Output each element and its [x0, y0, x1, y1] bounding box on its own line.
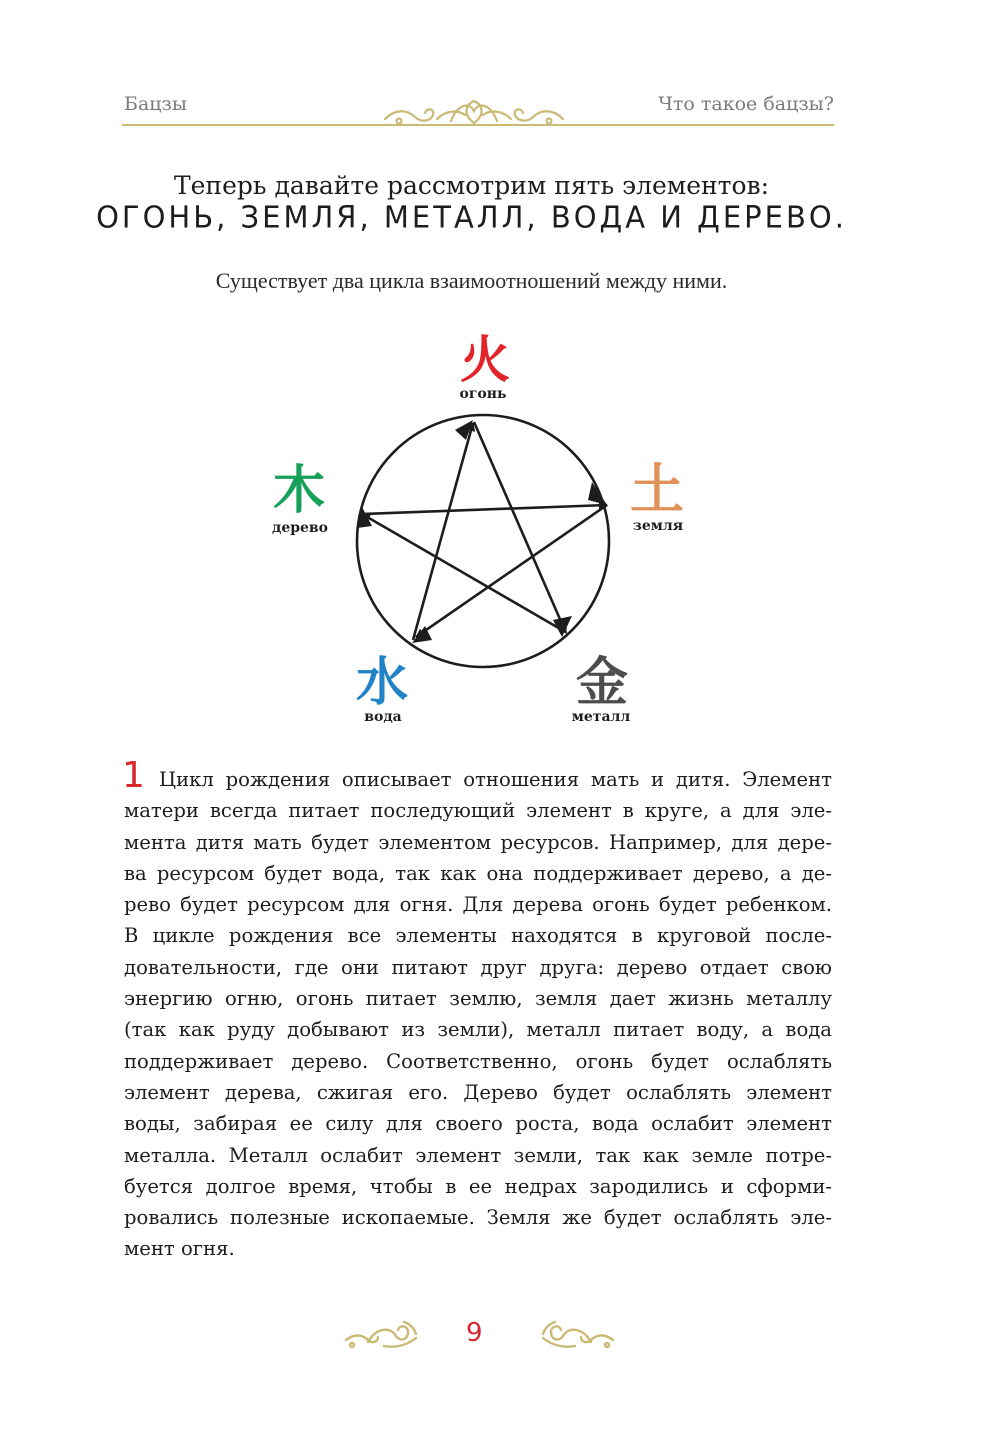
- footer-ornament-left-icon: [344, 1318, 422, 1352]
- body-line: довательности, где они питают друг друга: дерево отдает свою: [124, 955, 832, 979]
- metal-label: металл: [571, 709, 631, 725]
- drop-cap-number: 1: [122, 755, 145, 796]
- body-line: энергию огню, огонь питает землю, земля дает жизнь металлу: [124, 987, 832, 1011]
- wood-glyph: 木: [272, 461, 326, 521]
- star-line-wood-earth: [362, 505, 607, 514]
- running-header-right: Что такое бацзы?: [658, 93, 834, 115]
- footer-ornament-right-icon: [537, 1318, 615, 1352]
- section-title-elements: ОГОНЬ, ЗЕМЛЯ, МЕТАЛЛ, ВОДА И ДЕРЕВО.: [96, 199, 847, 235]
- wood-label: дерево: [272, 520, 328, 536]
- metal-glyph: 金: [575, 653, 629, 713]
- body-line: ровались полезные ископаемые. Земля же будет ослаблять эле-: [124, 1206, 832, 1230]
- body-line: мент огня.: [124, 1237, 235, 1261]
- star-line-water-fire: [413, 423, 473, 640]
- earth-glyph: 土: [630, 458, 684, 521]
- body-line: мента дитя мать будет элементом ресурсов. Например, для дере-: [124, 830, 832, 854]
- body-line: металла. Металл ослабит элемент земли, так как земле потре-: [124, 1143, 832, 1167]
- earth-label: земля: [632, 518, 684, 534]
- water-label: вода: [364, 709, 402, 725]
- body-line: В цикле рождения все элементы находятся в круговой после-: [124, 924, 832, 948]
- body-line: элемент дерева, сжигая его. Дерево будет ослаблять элемент: [124, 1080, 832, 1104]
- running-header-left: Бацзы: [124, 93, 187, 115]
- body-paragraph: [124, 764, 832, 1265]
- body-line: поддерживает дерево. Соответственно, огонь будет ослаблять: [124, 1049, 832, 1073]
- star-line-fire-metal: [474, 422, 566, 633]
- star-line-metal-wood: [362, 514, 562, 630]
- body-line: буется долгое время, чтобы в ее недрах зародились и сформи-: [124, 1174, 832, 1198]
- body-line: воды, забирая ее силу для своего роста, вода ослабит элемент: [124, 1112, 832, 1136]
- body-line: рево будет ресурсом для огня. Для дерева огонь будет ребенком.: [124, 893, 832, 917]
- fire-glyph: 火: [460, 331, 510, 389]
- section-title: Теперь давайте рассмотрим пять элементов:: [173, 171, 770, 200]
- section-subtitle: Существует два цикла взаимоотношений между ними.: [215, 268, 728, 293]
- cycle-circle: [357, 415, 609, 667]
- body-line: матери всегда питает последующий элемент в круге, а для эле-: [124, 799, 832, 823]
- body-line: ва ресурсом будет вода, так как она поддерживает дерево, а де-: [124, 861, 832, 885]
- body-line: (так как руду добывают из земли), металл питает воду, а вода: [124, 1018, 832, 1042]
- fire-label: огонь: [459, 386, 507, 402]
- body-line: Цикл рождения описывает отношения мать и дитя. Элемент: [159, 768, 832, 791]
- water-glyph: 水: [355, 653, 409, 713]
- page-number: 9: [466, 1318, 483, 1348]
